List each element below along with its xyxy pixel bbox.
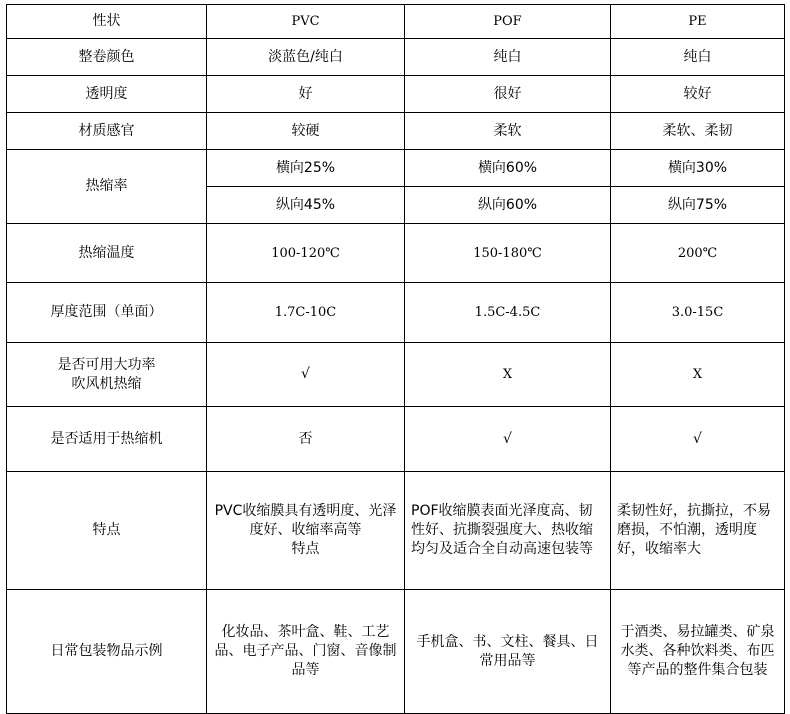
label-cell: 整卷颜色 bbox=[7, 39, 207, 76]
row-shrink-horizontal bbox=[7, 150, 785, 187]
comparison-table bbox=[6, 4, 785, 714]
pvc-cell: 好 bbox=[207, 76, 405, 113]
pof-cell: √ bbox=[405, 407, 611, 472]
label-cell: 厚度范围（单面） bbox=[7, 283, 207, 343]
pvc-cell: 1.7C-10C bbox=[207, 283, 405, 343]
header-pof: POF bbox=[405, 5, 611, 39]
pe-cell: 纯白 bbox=[611, 39, 785, 76]
pof-cell: 150-180℃ bbox=[405, 224, 611, 283]
pof-cell: 纵向60% bbox=[405, 187, 611, 224]
row-texture bbox=[7, 113, 785, 150]
pvc-cell: 100-120℃ bbox=[207, 224, 405, 283]
header-property: 性状 bbox=[7, 5, 207, 39]
pof-cell: 柔软 bbox=[405, 113, 611, 150]
pe-cell: 于酒类、易拉罐类、矿泉水类、各种饮料类、布匹等产品的整件集合包装 bbox=[611, 590, 785, 714]
header-pe: PE bbox=[611, 5, 785, 39]
pe-cell: √ bbox=[611, 407, 785, 472]
header-pvc: PVC bbox=[207, 5, 405, 39]
pe-cell: 3.0-15C bbox=[611, 283, 785, 343]
pvc-cell: 否 bbox=[207, 407, 405, 472]
pe-cell: 200℃ bbox=[611, 224, 785, 283]
pvc-cell: 淡蓝色/纯白 bbox=[207, 39, 405, 76]
row-thickness bbox=[7, 283, 785, 343]
header-row bbox=[7, 5, 785, 39]
pvc-cell: 纵向45% bbox=[207, 187, 405, 224]
pof-cell: 手机盒、书、文柱、餐具、日常用品等 bbox=[405, 590, 611, 714]
pe-cell: 柔软、柔韧 bbox=[611, 113, 785, 150]
pof-cell: POF收缩膜表面光泽度高、韧性好、抗撕裂强度大、热收缩均匀及适合全自动高速包装等 bbox=[405, 472, 611, 590]
pe-cell: X bbox=[611, 343, 785, 407]
pof-cell: 纯白 bbox=[405, 39, 611, 76]
pof-cell: 横向60% bbox=[405, 150, 611, 187]
row-machine bbox=[7, 407, 785, 472]
label-cell: 热缩温度 bbox=[7, 224, 207, 283]
label-cell: 日常包装物品示例 bbox=[7, 590, 207, 714]
row-transparency bbox=[7, 76, 785, 113]
pof-cell: 1.5C-4.5C bbox=[405, 283, 611, 343]
pvc-cell: 化妆品、茶叶盒、鞋、工艺品、电子产品、门窗、音像制品等 bbox=[207, 590, 405, 714]
label-cell: 是否适用于热缩机 bbox=[7, 407, 207, 472]
label-cell: 特点 bbox=[7, 472, 207, 590]
row-temperature bbox=[7, 224, 785, 283]
label-cell: 是否可用大功率 吹风机热缩 bbox=[7, 343, 207, 407]
pvc-cell: 较硬 bbox=[207, 113, 405, 150]
pe-cell: 横向30% bbox=[611, 150, 785, 187]
label-cell: 热缩率 bbox=[7, 150, 207, 224]
row-color bbox=[7, 39, 785, 76]
row-usage bbox=[7, 590, 785, 714]
pe-cell: 柔韧性好，抗撕拉，不易磨损，不怕潮，透明度好，收缩率大 bbox=[611, 472, 785, 590]
pvc-cell: 横向25% bbox=[207, 150, 405, 187]
row-features bbox=[7, 472, 785, 590]
row-blower bbox=[7, 343, 785, 407]
pof-cell: X bbox=[405, 343, 611, 407]
pvc-cell: √ bbox=[207, 343, 405, 407]
label-cell: 材质感官 bbox=[7, 113, 207, 150]
pe-cell: 较好 bbox=[611, 76, 785, 113]
pof-cell: 很好 bbox=[405, 76, 611, 113]
pe-cell: 纵向75% bbox=[611, 187, 785, 224]
label-cell: 透明度 bbox=[7, 76, 207, 113]
pvc-cell: PVC收缩膜具有透明度、光泽度好、收缩率高等 特点 bbox=[207, 472, 405, 590]
